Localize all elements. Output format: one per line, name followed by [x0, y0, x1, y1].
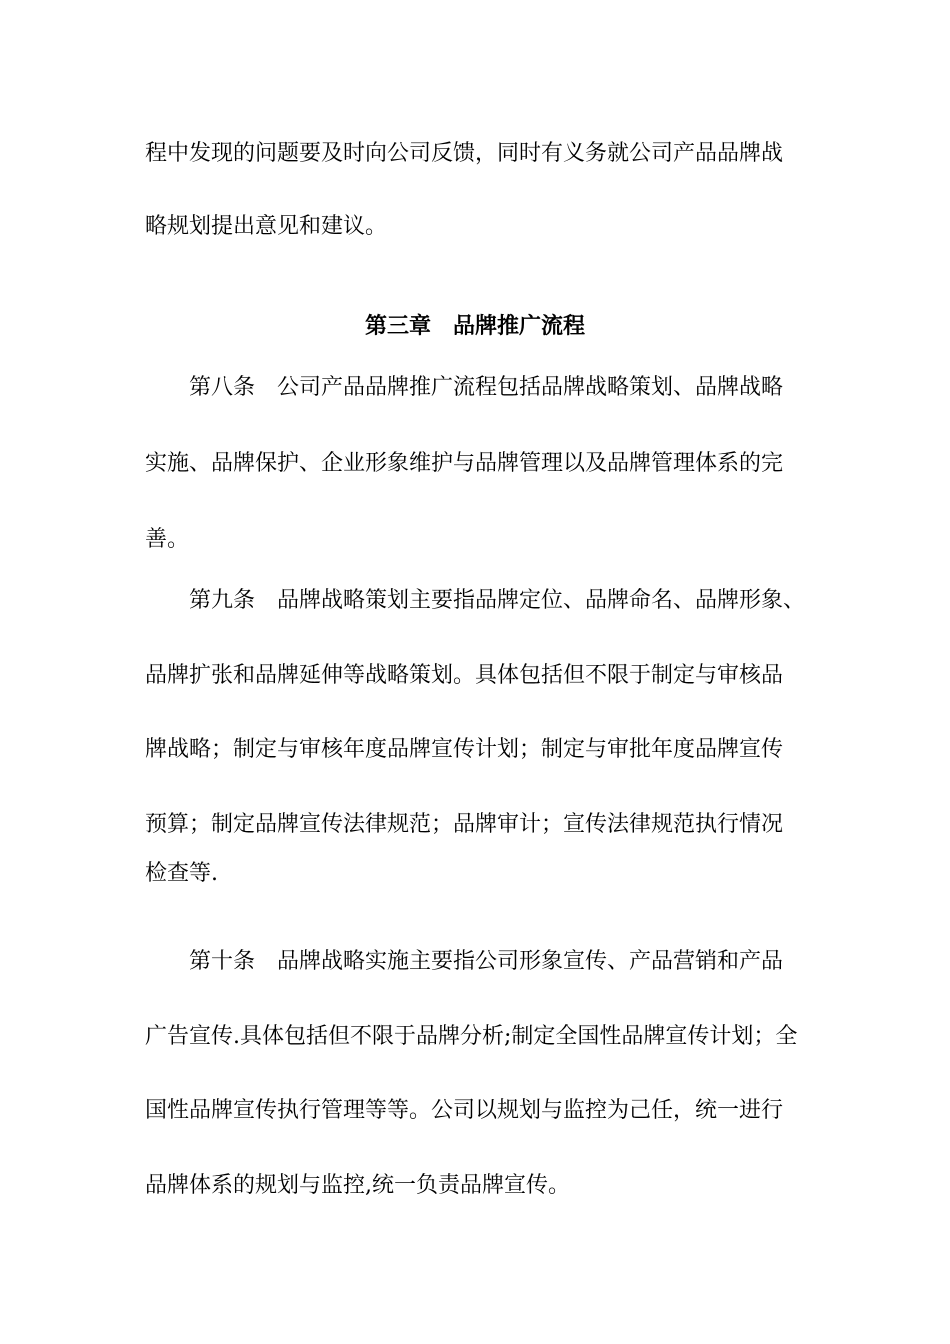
article-8-line-3: 善。 [145, 527, 190, 552]
intro-line-1: 程中发现的问题要及时向公司反馈，同时有义务就公司产品品牌战 [145, 141, 784, 166]
article-9-line-4: 预算；制定品牌宣传法律规范；品牌审计；宣传法律规范执行情况 [145, 812, 784, 837]
article-8-line-2: 实施、品牌保护、企业形象维护与品牌管理以及品牌管理体系的完 [145, 451, 784, 476]
article-10-line-3: 国性品牌宣传执行管理等等。公司以规划与监控为己任，统一进行 [145, 1098, 784, 1123]
intro-line-2: 略规划提出意见和建议。 [145, 214, 388, 239]
article-8-line-1: 第八条 公司产品品牌推广流程包括品牌战略策划、品牌战略 [189, 375, 784, 400]
article-9-line-3: 牌战略；制定与审核年度品牌宣传计划；制定与审批年度品牌宣传 [145, 737, 784, 762]
article-9-line-1: 第九条 品牌战略策划主要指品牌定位、品牌命名、品牌形象、 [189, 588, 806, 613]
chapter-heading: 第三章 品牌推广流程 [364, 313, 585, 339]
article-10-line-1: 第十条 品牌战略实施主要指公司形象宣传、产品营销和产品 [189, 949, 784, 974]
article-9-line-2: 品牌扩张和品牌延伸等战略策划。具体包括但不限于制定与审核品 [145, 663, 784, 688]
article-10-line-4: 品牌体系的规划与监控,统一负责品牌宣传。 [145, 1173, 570, 1198]
article-9-line-5: 检查等. [145, 861, 218, 886]
article-10-line-2: 广告宣传.具体包括但不限于品牌分析;制定全国性品牌宣传计划；全 [145, 1024, 798, 1049]
